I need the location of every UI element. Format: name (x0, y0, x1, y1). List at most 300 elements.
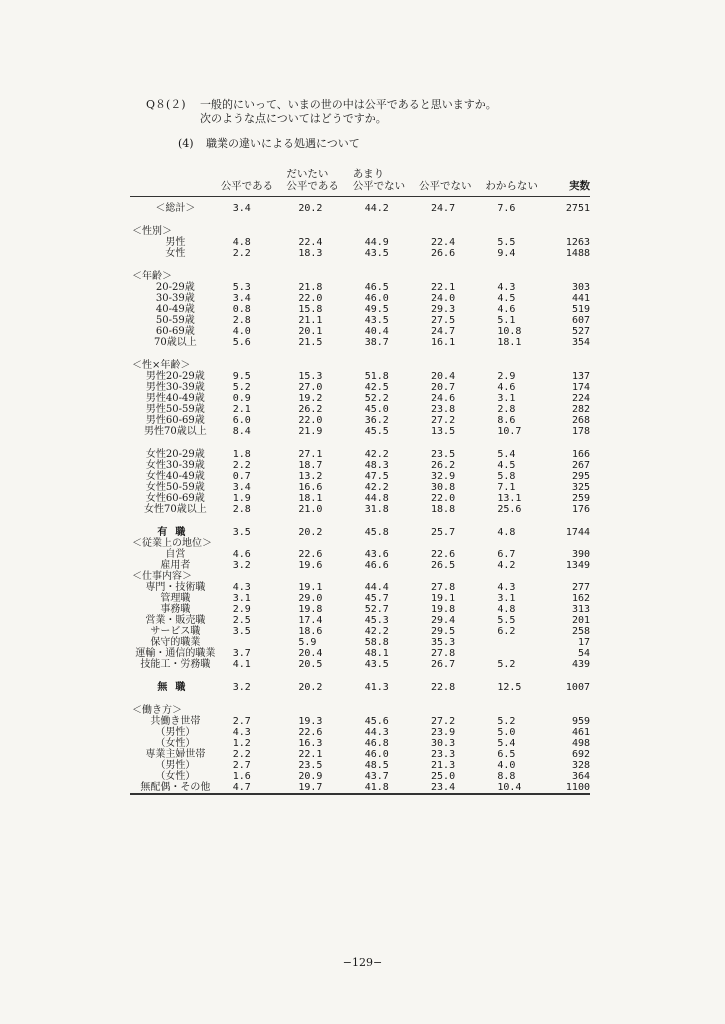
cell-col-5: 4.6 (497, 382, 516, 393)
cell-col-3: 36.2 (364, 415, 389, 426)
cell-count: 1488 (565, 248, 590, 259)
table-row (130, 504, 590, 515)
cell-col-4: 24.0 (431, 293, 456, 304)
cell-col-1: 4.6 (232, 549, 251, 560)
cell-col-2: 29.0 (298, 593, 323, 604)
cell-col-3: 45.5 (364, 426, 389, 437)
cell-col-2: 19.8 (298, 604, 323, 615)
table-body (130, 197, 590, 795)
cell-col-5: 5.8 (497, 471, 516, 482)
cell-col-4: 25.0 (431, 771, 456, 782)
cell-col-1: 3.7 (232, 648, 251, 659)
cell-col-4: 19.1 (431, 593, 456, 604)
cell-col-5: 4.3 (497, 582, 516, 593)
table-row (130, 527, 590, 538)
table-row (130, 393, 590, 404)
cell-col-3: 31.8 (364, 504, 389, 515)
spacer-row (130, 259, 590, 271)
header-col-5: わからない (485, 168, 551, 197)
table-row (130, 404, 590, 415)
cell-col-3: 45.7 (364, 593, 389, 604)
spacer-row (130, 670, 590, 682)
cell-col-1: 2.2 (232, 460, 251, 471)
group-header-label: ＜働き方＞ (132, 705, 182, 716)
cell-count: 137 (571, 371, 590, 382)
table-row (130, 749, 590, 760)
cell-col-1: 1.2 (232, 738, 251, 749)
row-label: 専業主婦世帯 (145, 749, 206, 760)
row-label: 男性60-69歳 (145, 415, 205, 426)
row-label: （女性） (155, 738, 196, 749)
question-line-1: 一般的にいって、いまの世の中は公平であると思いますか。 (200, 98, 497, 111)
spacer-row (130, 515, 590, 527)
cell-col-2: 22.4 (298, 237, 323, 248)
cell-col-5: 5.2 (497, 659, 516, 670)
cell-col-3: 44.2 (364, 203, 389, 214)
cell-col-3: 40.4 (364, 326, 389, 337)
cell-col-5: 4.6 (497, 304, 516, 315)
cell-col-4: 23.4 (419, 782, 485, 794)
row-label: 男性 (165, 237, 186, 248)
row-label: 女性30-39歳 (145, 460, 205, 471)
cell-count: 1263 (565, 237, 590, 248)
cell-col-2: 23.5 (298, 760, 323, 771)
cell-col-4: 35.3 (431, 637, 456, 648)
row-label: 保守的職業 (150, 637, 201, 648)
cell-col-1: 4.3 (232, 582, 251, 593)
table-row (130, 682, 590, 693)
table-row (130, 315, 590, 326)
cell-count: 258 (571, 626, 590, 637)
cell-col-4: 32.9 (431, 471, 456, 482)
spacer-row (130, 693, 590, 705)
group-header-label: ＜性×年齢＞ (132, 360, 191, 371)
cell-count: 313 (571, 604, 590, 615)
cell-col-3: 52.7 (364, 604, 389, 615)
cell-col-1: 9.5 (232, 371, 251, 382)
row-label: ＜総計＞ (155, 203, 196, 214)
row-label: 30-39歳 (155, 293, 195, 304)
cell-col-3: 43.5 (364, 248, 389, 259)
cell-col-3: 45.8 (364, 527, 389, 538)
cell-col-5 (485, 637, 551, 648)
cell-col-5: 7.1 (497, 482, 516, 493)
cell-col-2: 20.1 (298, 326, 323, 337)
cell-col-3: 49.5 (364, 304, 389, 315)
cell-col-2: 21.8 (298, 282, 323, 293)
cell-col-3: 48.5 (364, 760, 389, 771)
cell-count: 1100 (552, 782, 590, 794)
cell-col-1: 2.9 (232, 604, 251, 615)
cell-count: 54 (577, 648, 590, 659)
cell-count: 259 (571, 493, 590, 504)
group-header-label: ＜年齢＞ (132, 271, 172, 282)
spacer-cell (130, 259, 590, 271)
cell-col-1: 3.2 (232, 682, 251, 693)
row-label: 技能工・労務職 (140, 659, 211, 670)
cell-col-3: 46.0 (364, 749, 389, 760)
row-label: サービス職 (150, 626, 201, 637)
spacer-cell (130, 437, 590, 449)
cell-col-4: 29.5 (431, 626, 456, 637)
cell-count: 268 (571, 415, 590, 426)
cell-col-5: 9.4 (497, 248, 516, 259)
cell-col-2: 18.6 (298, 626, 323, 637)
cell-col-3: 46.0 (364, 293, 389, 304)
cell-col-3: 45.3 (364, 615, 389, 626)
cell-col-2: 27.1 (298, 449, 323, 460)
cell-col-3: 48.3 (364, 460, 389, 471)
cell-col-4: 29.4 (431, 615, 456, 626)
cell-count: 224 (571, 393, 590, 404)
row-label: 自営 (165, 549, 186, 560)
row-label: 男性50-59歳 (145, 404, 205, 415)
cell-col-2: 19.1 (298, 582, 323, 593)
table-row (130, 659, 590, 670)
cell-count: 277 (571, 582, 590, 593)
cell-count: 461 (571, 727, 590, 738)
cell-col-1: 4.7 (221, 782, 287, 794)
cell-col-5: 2.9 (497, 371, 516, 382)
cell-col-4: 27.8 (431, 648, 456, 659)
group-header-row (130, 538, 590, 549)
cell-col-1: 0.7 (232, 471, 251, 482)
cell-col-5: 6.2 (497, 626, 516, 637)
cell-col-3: 58.8 (364, 637, 389, 648)
cell-col-5: 18.1 (497, 337, 522, 348)
spacer-cell (130, 670, 590, 682)
table-row (130, 727, 590, 738)
cell-col-3: 48.1 (364, 648, 389, 659)
cell-col-1: 3.2 (232, 560, 251, 571)
spacer-cell (130, 693, 590, 705)
cell-col-5: 4.8 (497, 604, 516, 615)
cell-col-5: 4.2 (497, 560, 516, 571)
row-label: 男性40-49歳 (145, 393, 205, 404)
cell-count: 441 (571, 293, 590, 304)
cell-count: 498 (571, 738, 590, 749)
subquestion (178, 135, 360, 151)
header-col-2-line-1: だいたい (286, 168, 329, 180)
cell-col-1: 3.1 (232, 593, 251, 604)
question-line-2: 次のような点についてはどうですか。 (200, 112, 387, 125)
cell-count: 178 (571, 426, 590, 437)
row-label: 女性50-59歳 (145, 482, 205, 493)
table-row (130, 648, 590, 659)
cell-col-2: 19.6 (298, 560, 323, 571)
row-label: 事務職 (160, 604, 191, 615)
survey-table (130, 168, 590, 795)
cell-count: 1744 (565, 527, 590, 538)
page-number: −129− (342, 956, 383, 969)
table-row (130, 493, 590, 504)
cell-col-3: 44.9 (364, 237, 389, 248)
subquestion-number: (4) (178, 137, 194, 150)
cell-col-5: 4.0 (497, 760, 516, 771)
header-col-3-line-2: 公平でない (352, 180, 406, 192)
table-row (130, 771, 590, 782)
row-label: 管理職 (160, 593, 191, 604)
cell-col-3: 46.5 (364, 282, 389, 293)
cell-col-1: 4.0 (232, 326, 251, 337)
cell-col-5: 4.8 (497, 527, 516, 538)
cell-col-5: 5.2 (497, 716, 516, 727)
cell-col-1: 1.6 (232, 771, 251, 782)
cell-col-4: 26.6 (431, 248, 456, 259)
cell-count: 325 (571, 482, 590, 493)
cell-col-2: 16.6 (298, 482, 323, 493)
table-row (130, 716, 590, 727)
cell-col-3: 44.4 (364, 582, 389, 593)
cell-col-1: 2.2 (232, 248, 251, 259)
cell-count: 527 (571, 326, 590, 337)
table-row (130, 782, 590, 794)
cell-col-4: 22.8 (431, 682, 456, 693)
table-row (130, 382, 590, 393)
cell-col-5: 10.4 (485, 782, 551, 794)
cell-col-1: 3.4 (232, 293, 251, 304)
cell-col-2: 21.5 (298, 337, 323, 348)
cell-col-4: 20.4 (431, 371, 456, 382)
cell-col-5: 7.6 (497, 203, 516, 214)
cell-col-2: 16.3 (298, 738, 323, 749)
table-row (130, 593, 590, 604)
cell-col-5 (485, 648, 551, 659)
cell-count: 1349 (565, 560, 590, 571)
cell-col-4: 22.1 (431, 282, 456, 293)
cell-col-5: 25.6 (497, 504, 522, 515)
cell-col-2: 19.2 (298, 393, 323, 404)
row-label: （女性） (155, 771, 196, 782)
spacer-cell (130, 348, 590, 360)
row-label: 50-59歳 (155, 315, 195, 326)
cell-col-1: 3.5 (232, 626, 251, 637)
cell-col-4: 24.7 (431, 326, 456, 337)
cell-col-3: 51.8 (364, 371, 389, 382)
cell-col-5: 5.5 (497, 615, 516, 626)
row-label: 女性70歳以上 (143, 504, 207, 515)
cell-count: 282 (571, 404, 590, 415)
cell-col-1: 4.3 (232, 727, 251, 738)
group-header-label: ＜従業上の地位＞ (132, 538, 212, 549)
cell-col-1: 2.1 (232, 404, 251, 415)
cell-col-4: 30.8 (431, 482, 456, 493)
spacer-row (130, 214, 590, 226)
cell-col-3: 43.5 (364, 659, 389, 670)
row-label: 男性30-39歳 (145, 382, 205, 393)
table-row (130, 237, 590, 248)
header-row-label (130, 168, 221, 197)
cell-count: 176 (571, 504, 590, 515)
row-label: 専門・技術職 (145, 582, 206, 593)
cell-col-3: 45.0 (364, 404, 389, 415)
cell-col-4: 20.7 (431, 382, 456, 393)
cell-col-1: 6.0 (232, 415, 251, 426)
cell-col-2: 5.9 (298, 637, 317, 648)
cell-col-5: 6.7 (497, 549, 516, 560)
header-col-1: 公平である (221, 168, 287, 197)
question-text (146, 98, 497, 126)
cell-col-4: 24.7 (431, 203, 456, 214)
cell-col-4: 23.9 (431, 727, 456, 738)
row-label: （男性） (155, 727, 196, 738)
cell-col-3: 45.6 (364, 716, 389, 727)
cell-col-4: 23.3 (431, 749, 456, 760)
cell-count: 328 (571, 760, 590, 771)
cell-col-3: 43.6 (364, 549, 389, 560)
cell-col-1: 5.6 (232, 337, 251, 348)
cell-col-2: 22.6 (298, 549, 323, 560)
cell-col-2: 19.7 (286, 782, 352, 794)
cell-count: 303 (571, 282, 590, 293)
cell-col-1: 2.7 (232, 760, 251, 771)
table-row (130, 560, 590, 571)
cell-count: 1007 (565, 682, 590, 693)
cell-col-4: 27.8 (431, 582, 456, 593)
cell-col-4: 21.3 (431, 760, 456, 771)
table-row (130, 304, 590, 315)
spacer-row (130, 348, 590, 360)
subquestion-text: 職業の違いによる処遇について (206, 137, 360, 150)
cell-col-5: 5.4 (497, 449, 516, 460)
row-label: 無職 (157, 682, 194, 693)
cell-col-3: 46.6 (364, 560, 389, 571)
cell-count: 390 (571, 549, 590, 560)
cell-col-2: 20.2 (298, 682, 323, 693)
cell-col-5: 3.1 (497, 593, 516, 604)
cell-col-1: 0.8 (232, 304, 251, 315)
row-label: 20-29歳 (155, 282, 195, 293)
cell-col-2: 18.3 (298, 248, 323, 259)
group-header-label: ＜性別＞ (132, 226, 172, 237)
cell-col-5: 6.5 (497, 749, 516, 760)
row-label: 男性20-29歳 (145, 371, 205, 382)
cell-col-3: 41.8 (353, 782, 419, 794)
group-header-label: ＜仕事内容＞ (132, 571, 192, 582)
cell-col-4: 23.8 (431, 404, 456, 415)
table-row (130, 197, 590, 215)
cell-col-1: 3.4 (232, 203, 251, 214)
cell-col-1: 2.2 (232, 749, 251, 760)
spacer-row (130, 437, 590, 449)
cell-col-1: 1.9 (232, 493, 251, 504)
cell-count: 295 (571, 471, 590, 482)
cell-col-1: 1.8 (232, 449, 251, 460)
cell-col-2: 19.3 (298, 716, 323, 727)
table-row (130, 248, 590, 259)
cell-col-5: 13.1 (497, 493, 522, 504)
cell-col-3: 43.5 (364, 315, 389, 326)
cell-col-1: 3.5 (232, 527, 251, 538)
cell-col-2: 21.1 (298, 315, 323, 326)
cell-col-2: 22.0 (298, 415, 323, 426)
cell-count: 2751 (565, 203, 590, 214)
table-row (130, 415, 590, 426)
table-row (130, 282, 590, 293)
cell-count: 17 (577, 637, 590, 648)
cell-col-3: 47.5 (364, 471, 389, 482)
header-col-3 (353, 168, 419, 197)
table-header-row (130, 168, 590, 197)
row-label: 女性20-29歳 (145, 449, 205, 460)
cell-col-4: 27.2 (431, 415, 456, 426)
cell-col-2: 21.9 (298, 426, 323, 437)
cell-col-5: 5.0 (497, 727, 516, 738)
cell-col-3: 42.2 (364, 626, 389, 637)
row-label: （男性） (155, 760, 196, 771)
table-row (130, 471, 590, 482)
cell-col-2: 20.4 (298, 648, 323, 659)
cell-col-2: 13.2 (298, 471, 323, 482)
cell-col-5: 10.7 (497, 426, 522, 437)
cell-col-1: 4.1 (232, 659, 251, 670)
cell-col-2: 27.0 (298, 382, 323, 393)
cell-col-4: 22.4 (431, 237, 456, 248)
header-col-2-line-2: 公平である (286, 180, 339, 192)
row-label: 女性60-69歳 (145, 493, 205, 504)
cell-count: 354 (571, 337, 590, 348)
cell-col-3: 42.5 (364, 382, 389, 393)
cell-col-4: 27.5 (431, 315, 456, 326)
cell-col-5: 10.8 (497, 326, 522, 337)
cell-col-1: 5.3 (232, 282, 251, 293)
cell-col-3: 42.2 (364, 482, 389, 493)
cell-col-5: 12.5 (497, 682, 522, 693)
cell-col-5: 5.4 (497, 738, 516, 749)
cell-col-4: 18.8 (431, 504, 456, 515)
table-row (130, 482, 590, 493)
cell-col-4: 13.5 (431, 426, 456, 437)
cell-count: 607 (571, 315, 590, 326)
cell-col-1: 5.2 (232, 382, 251, 393)
header-col-3-line-1: あまり (352, 168, 385, 180)
table-row (130, 426, 590, 437)
cell-count: 519 (571, 304, 590, 315)
cell-col-1: 2.8 (232, 315, 251, 326)
cell-col-4: 29.3 (431, 304, 456, 315)
cell-count: 692 (571, 749, 590, 760)
cell-col-1 (221, 637, 287, 648)
group-header-row (130, 571, 590, 582)
spacer-cell (130, 214, 590, 226)
row-label: 女性40-49歳 (145, 471, 205, 482)
cell-count: 162 (571, 593, 590, 604)
table-row (130, 626, 590, 637)
row-label: 70歳以上 (153, 337, 197, 348)
header-col-4: 公平でない (419, 168, 485, 197)
cell-col-3: 46.8 (364, 738, 389, 749)
row-label: 雇用者 (160, 560, 191, 571)
cell-col-5: 4.5 (497, 293, 516, 304)
table-row (130, 582, 590, 593)
cell-count: 364 (571, 771, 590, 782)
cell-count: 267 (571, 460, 590, 471)
cell-col-3: 41.3 (364, 682, 389, 693)
table-row (130, 337, 590, 348)
cell-col-2: 22.1 (298, 749, 323, 760)
cell-col-4: 22.6 (431, 549, 456, 560)
cell-col-2: 20.2 (298, 203, 323, 214)
row-label: 無配偶・その他 (130, 782, 221, 794)
table-row (130, 549, 590, 560)
cell-col-1: 2.7 (232, 716, 251, 727)
table-row (130, 760, 590, 771)
cell-col-4: 23.5 (431, 449, 456, 460)
group-header-row (130, 705, 590, 716)
row-label: 有職 (157, 527, 194, 538)
table-row (130, 326, 590, 337)
table-row (130, 293, 590, 304)
